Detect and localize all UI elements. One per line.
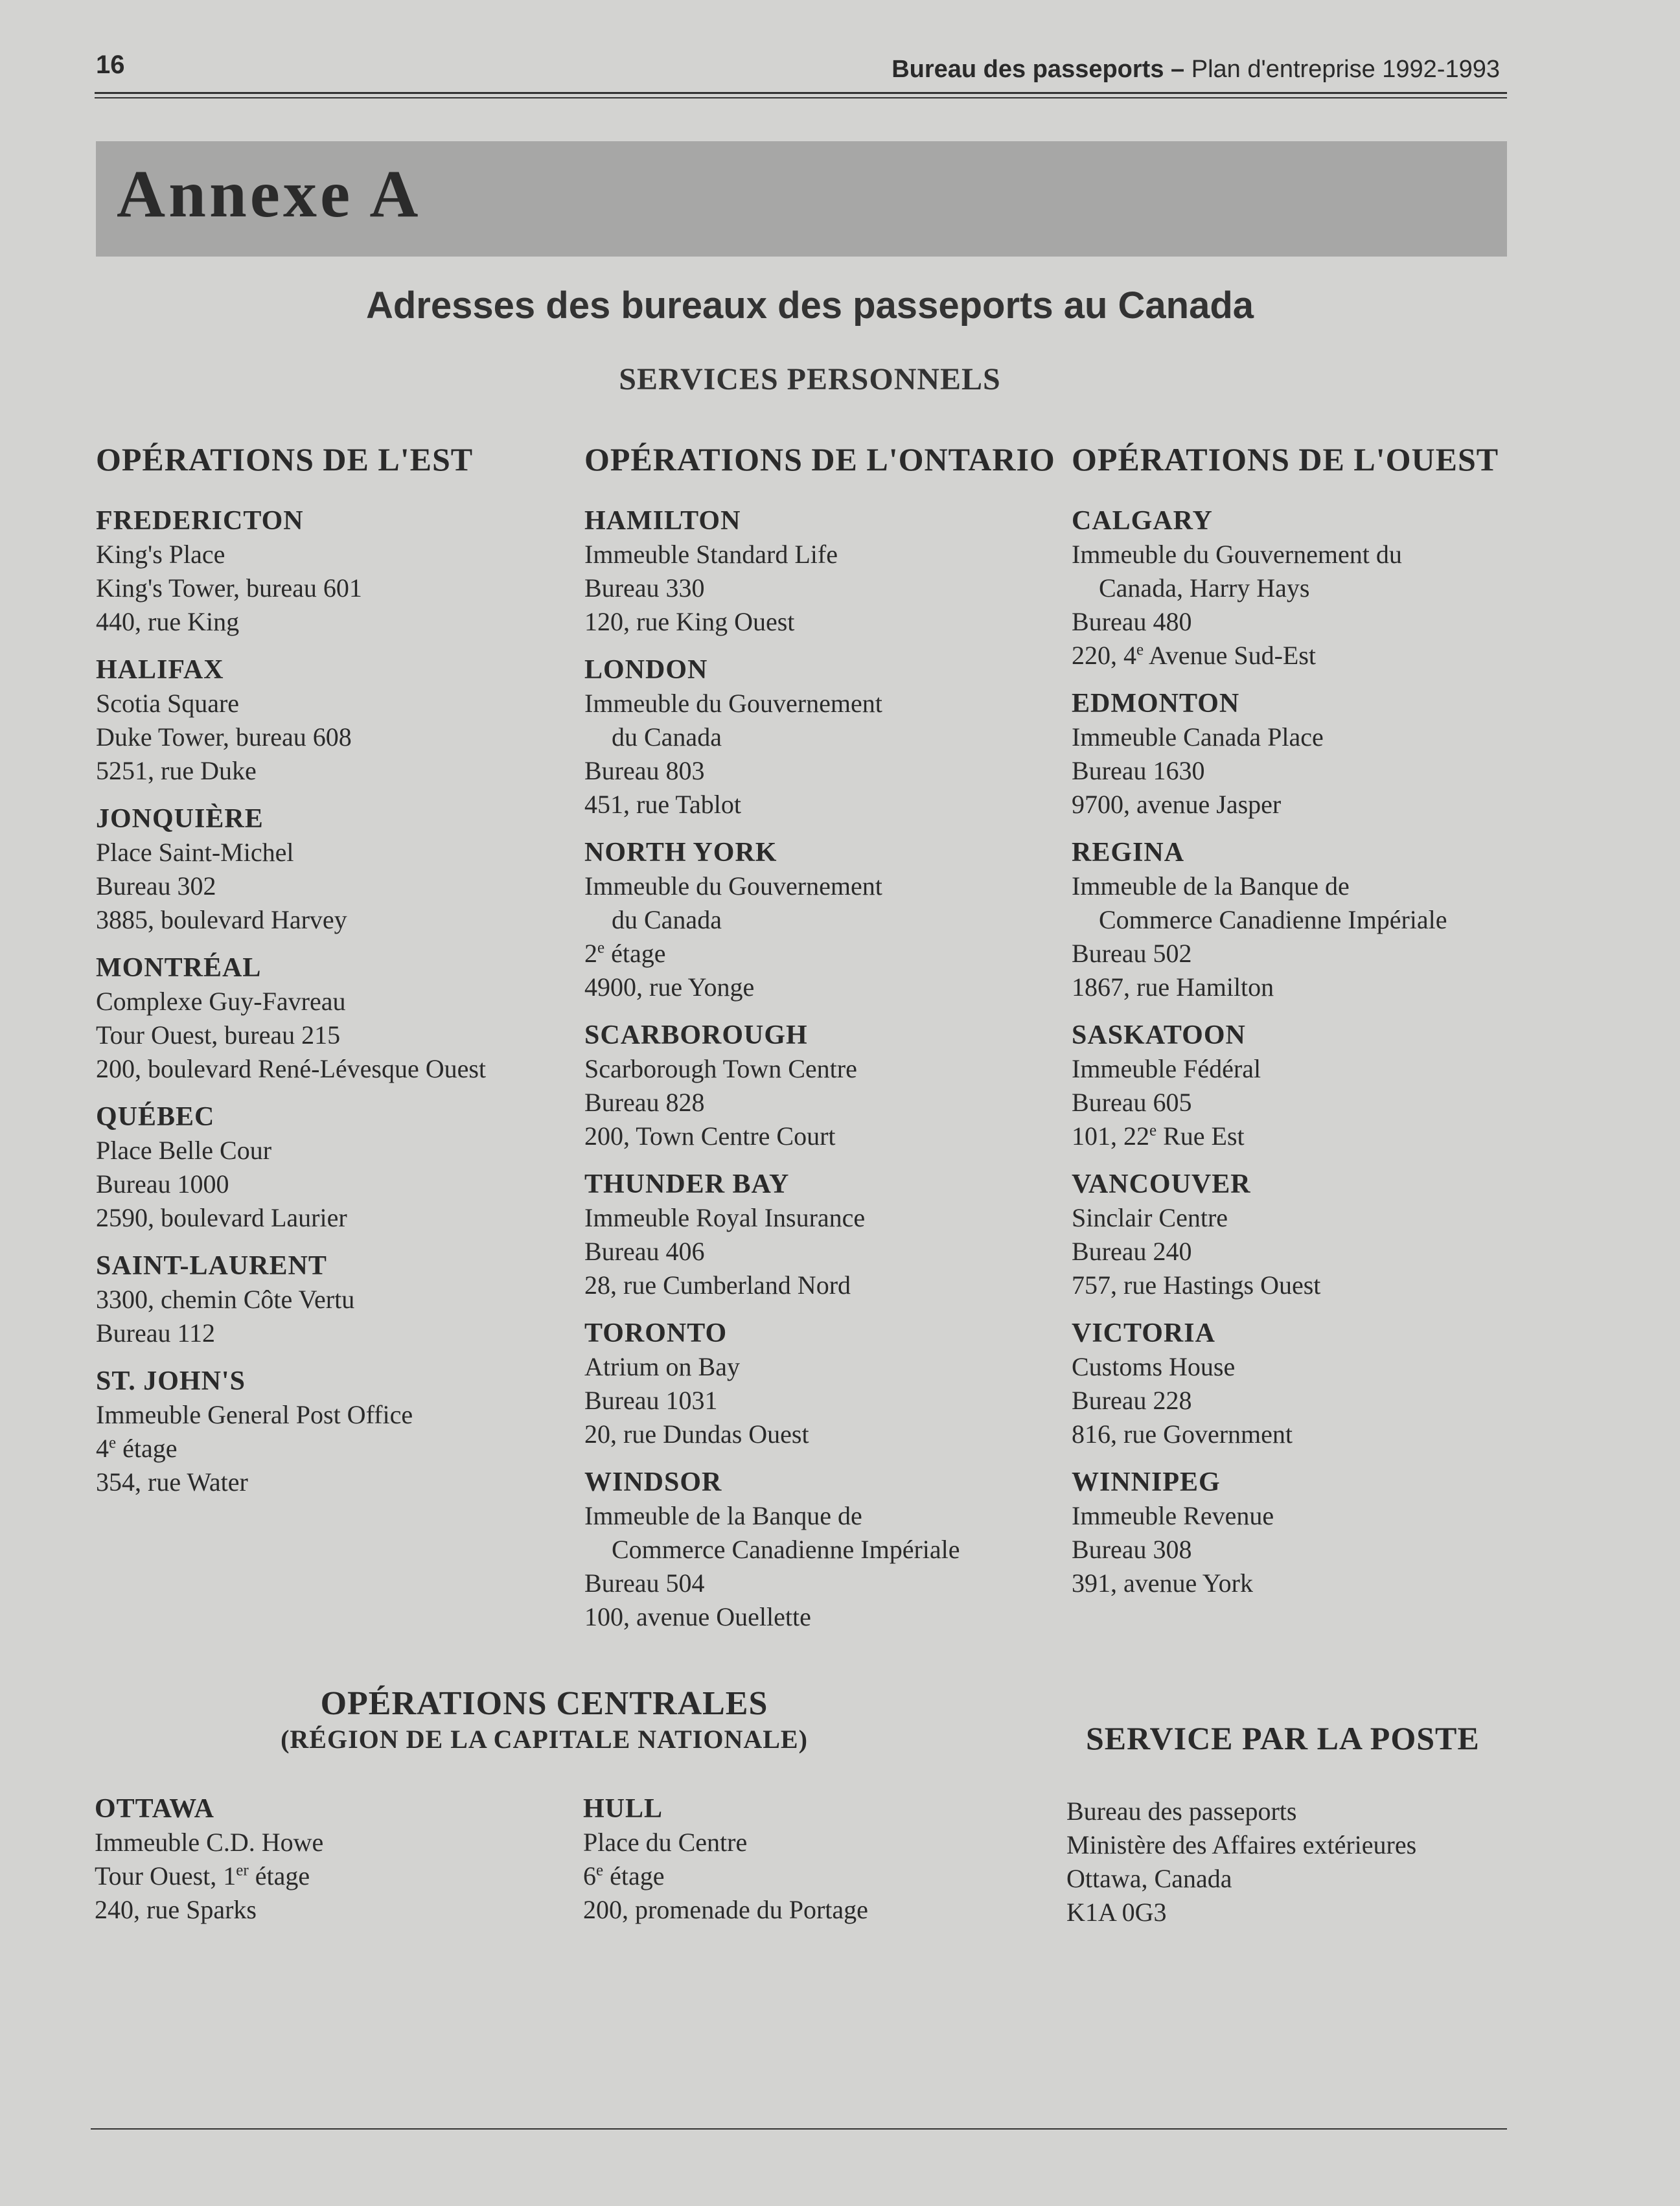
office-city: WINDSOR: [584, 1467, 722, 1497]
address-line: King's Tower, bureau 601: [96, 573, 362, 603]
office-saint-laurent: [96, 1249, 588, 1350]
address-line: Immeuble Canada Place: [1072, 722, 1324, 752]
address-line: 100, avenue Ouellette: [584, 1602, 811, 1631]
address-line: Bureau 308: [1072, 1535, 1192, 1564]
address-line: Sinclair Centre: [1072, 1203, 1228, 1232]
office-ottawa: [95, 1792, 323, 1927]
address-line: Bureau 504: [584, 1568, 705, 1598]
office-city: CALGARY: [1072, 506, 1213, 536]
address-line: Bureau 803: [584, 756, 705, 785]
ordinal-suffix: e: [1149, 1121, 1157, 1140]
address-line: 2e étage: [584, 939, 666, 968]
address-line: 28, rue Cumberland Nord: [584, 1270, 851, 1300]
address-line: Immeuble Royal Insurance: [584, 1203, 866, 1232]
office-winnipeg: [1072, 1465, 1564, 1600]
office-windsor: [584, 1465, 1077, 1634]
ordinal-suffix: er: [236, 1861, 249, 1879]
page-number: 16: [96, 51, 125, 79]
address-line: Place du Centre: [583, 1828, 748, 1857]
address-line: 354, rue Water: [96, 1467, 248, 1497]
footer-rule: [91, 2128, 1507, 2130]
address-line: Bureau 1031: [584, 1386, 718, 1415]
address-line: K1A 0G3: [1066, 1898, 1167, 1927]
office-city: REGINA: [1072, 838, 1185, 867]
office-city: FREDERICTON: [96, 506, 304, 536]
office-scarborough: [584, 1018, 1077, 1153]
office-quebec: [96, 1100, 588, 1235]
address-line: 816, rue Government: [1072, 1419, 1293, 1449]
running-head: [892, 56, 1500, 84]
address-line: Immeuble Standard Life: [584, 540, 838, 569]
annex-title: Annexe A: [117, 157, 422, 231]
address-line: Canada, Harry Hays: [1099, 573, 1310, 603]
column-west: [1072, 441, 1564, 1614]
address-line: 120, rue King Ouest: [584, 607, 795, 636]
address-line: Bureau 1000: [96, 1169, 229, 1199]
office-ottawa: [95, 1792, 323, 1927]
ordinal-suffix: e: [1136, 641, 1144, 659]
address-line: 20, rue Dundas Ouest: [584, 1419, 809, 1449]
column-heading: OPÉRATIONS DE L'EST: [96, 441, 474, 477]
office-halifax: [96, 653, 588, 788]
address-line: Bureau 1630: [1072, 756, 1205, 785]
address-line: 757, rue Hastings Ouest: [1072, 1270, 1321, 1300]
address-line: King's Place: [96, 540, 225, 569]
address-line: Immeuble du Gouvernement: [584, 689, 882, 718]
office-city: HULL: [583, 1794, 663, 1824]
office-hamilton: [584, 504, 1077, 639]
running-head-rest: Plan d'entreprise 1992-1993: [1184, 56, 1500, 83]
office-hull: [583, 1792, 868, 1927]
address-line: 6e étage: [583, 1861, 665, 1890]
address-line: 451, rue Tablot: [584, 790, 741, 819]
column-ontario: [584, 441, 1077, 1648]
address-line: 101, 22e Rue Est: [1072, 1121, 1245, 1151]
office-regina: [1072, 836, 1564, 1004]
column-heading: OPÉRATIONS DE L'ONTARIO: [584, 441, 1055, 477]
office-city: EDMONTON: [1072, 689, 1240, 718]
address-line: 5251, rue Duke: [96, 756, 257, 785]
section-title: SERVICES PERSONNELS: [619, 362, 1001, 396]
office-hull: [583, 1792, 868, 1927]
office-vancouver: [1072, 1167, 1564, 1302]
column-heading: OPÉRATIONS DE L'OUEST: [1072, 441, 1499, 477]
address-line: Ottawa, Canada: [1066, 1864, 1232, 1893]
address-line: Commerce Canadienne Impériale: [612, 1535, 960, 1564]
address-line: 200, promenade du Portage: [583, 1895, 868, 1924]
address-line: 220, 4e Avenue Sud-Est: [1072, 641, 1317, 670]
address-line: Immeuble C.D. Howe: [95, 1828, 324, 1857]
office-city: WINNIPEG: [1072, 1467, 1221, 1497]
address-line: Place Saint-Michel: [96, 838, 294, 867]
address-line: Tour Ouest, 1er étage: [95, 1861, 310, 1890]
address-line: Commerce Canadienne Impériale: [1099, 905, 1447, 934]
annex-banner: [96, 141, 1507, 257]
address-line: 2590, boulevard Laurier: [96, 1203, 347, 1232]
address-line: Immeuble de la Banque de: [584, 1501, 862, 1530]
office-city: SAINT-LAURENT: [96, 1251, 327, 1281]
mail-service-heading: SERVICE PAR LA POSTE: [1086, 1720, 1480, 1756]
ordinal-suffix: e: [109, 1434, 117, 1452]
running-head-bold: Bureau des passeports –: [892, 56, 1185, 83]
address-line: Immeuble Revenue: [1072, 1501, 1274, 1530]
office-st-john-s: [96, 1364, 588, 1499]
address-line: Bureau 228: [1072, 1386, 1192, 1415]
address-line: Customs House: [1072, 1352, 1236, 1381]
address-line: Bureau 330: [584, 573, 705, 603]
office-city: VICTORIA: [1072, 1318, 1215, 1348]
address-line: Bureau 302: [96, 871, 216, 901]
office-thunder-bay: [584, 1167, 1077, 1302]
office-toronto: [584, 1316, 1077, 1451]
header-rule-bottom: [95, 97, 1507, 98]
office-montreal: [96, 951, 588, 1086]
central-heading-block: [155, 1684, 933, 1756]
address-line: du Canada: [612, 905, 722, 934]
address-line: 200, Town Centre Court: [584, 1121, 836, 1151]
address-line: Duke Tower, bureau 608: [96, 722, 352, 752]
office-city: HAMILTON: [584, 506, 741, 536]
address-line: Bureau 112: [96, 1318, 216, 1348]
office-jonquiere: [96, 802, 588, 937]
office-victoria: [1072, 1316, 1564, 1451]
office-saskatoon: [1072, 1018, 1564, 1153]
address-line: Bureau 240: [1072, 1237, 1192, 1266]
address-line: Bureau des passeports: [1066, 1797, 1297, 1826]
address-line: 240, rue Sparks: [95, 1895, 257, 1924]
address-line: 4900, rue Yonge: [584, 972, 755, 1002]
office-city: HALIFAX: [96, 655, 224, 685]
office-city: SCARBOROUGH: [584, 1020, 808, 1050]
address-line: Immeuble de la Banque de: [1072, 871, 1350, 901]
header-rule-top: [95, 92, 1507, 94]
address-line: Bureau 480: [1072, 607, 1192, 636]
office-calgary: [1072, 504, 1564, 672]
address-line: Atrium on Bay: [584, 1352, 740, 1381]
address-line: Ministère des Affaires extérieures: [1066, 1830, 1417, 1859]
address-line: 3885, boulevard Harvey: [96, 905, 347, 934]
address-line: 200, boulevard René-Lévesque Ouest: [96, 1054, 487, 1083]
central-subheading: (RÉGION DE LA CAPITALE NATIONALE): [281, 1725, 808, 1754]
address-line: Place Belle Cour: [96, 1136, 272, 1165]
ordinal-suffix: e: [597, 939, 605, 957]
office-north-york: [584, 836, 1077, 1004]
address-line: Bureau 406: [584, 1237, 705, 1266]
address-line: Immeuble du Gouvernement: [584, 871, 882, 901]
address-line: Scarborough Town Centre: [584, 1054, 857, 1083]
office-city: ST. JOHN'S: [96, 1366, 246, 1396]
office-city: QUÉBEC: [96, 1102, 215, 1132]
main-title: Adresses des bureaux des passeports au Canada: [365, 284, 1254, 327]
address-line: Immeuble Fédéral: [1072, 1054, 1261, 1083]
address-line: 3300, chemin Côte Vertu: [96, 1285, 355, 1314]
address-line: du Canada: [612, 722, 722, 752]
address-line: 440, rue King: [96, 607, 240, 636]
office-city: SASKATOON: [1072, 1020, 1246, 1050]
address-line: Immeuble General Post Office: [96, 1400, 413, 1429]
office-edmonton: [1072, 687, 1564, 822]
address-line: Complexe Guy-Favreau: [96, 987, 346, 1016]
address-line: 1867, rue Hamilton: [1072, 972, 1274, 1002]
address-line: Immeuble du Gouvernement du: [1072, 540, 1402, 569]
office-city: VANCOUVER: [1072, 1169, 1251, 1199]
office-london: [584, 653, 1077, 822]
address-line: Bureau 828: [584, 1088, 705, 1117]
address-line: 391, avenue York: [1072, 1568, 1253, 1598]
address-line: Bureau 605: [1072, 1088, 1192, 1117]
ordinal-suffix: e: [596, 1861, 604, 1879]
office-city: TORONTO: [584, 1318, 728, 1348]
office-city: OTTAWA: [95, 1794, 214, 1824]
address-line: Bureau 502: [1072, 939, 1192, 968]
address-line: Scotia Square: [96, 689, 240, 718]
address-line: Tour Ouest, bureau 215: [96, 1020, 341, 1050]
office-city: NORTH YORK: [584, 838, 777, 867]
mail-service-address: [1066, 1795, 1416, 1929]
office-city: THUNDER BAY: [584, 1169, 790, 1199]
central-heading: OPÉRATIONS CENTRALES: [320, 1685, 768, 1722]
address-line: 9700, avenue Jasper: [1072, 790, 1282, 819]
office-fredericton: [96, 504, 588, 639]
address-line: 4e étage: [96, 1434, 178, 1463]
office-city: JONQUIÈRE: [96, 804, 264, 834]
office-city: MONTRÉAL: [96, 953, 262, 983]
column-east: [96, 441, 588, 1513]
office-city: LONDON: [584, 655, 708, 685]
